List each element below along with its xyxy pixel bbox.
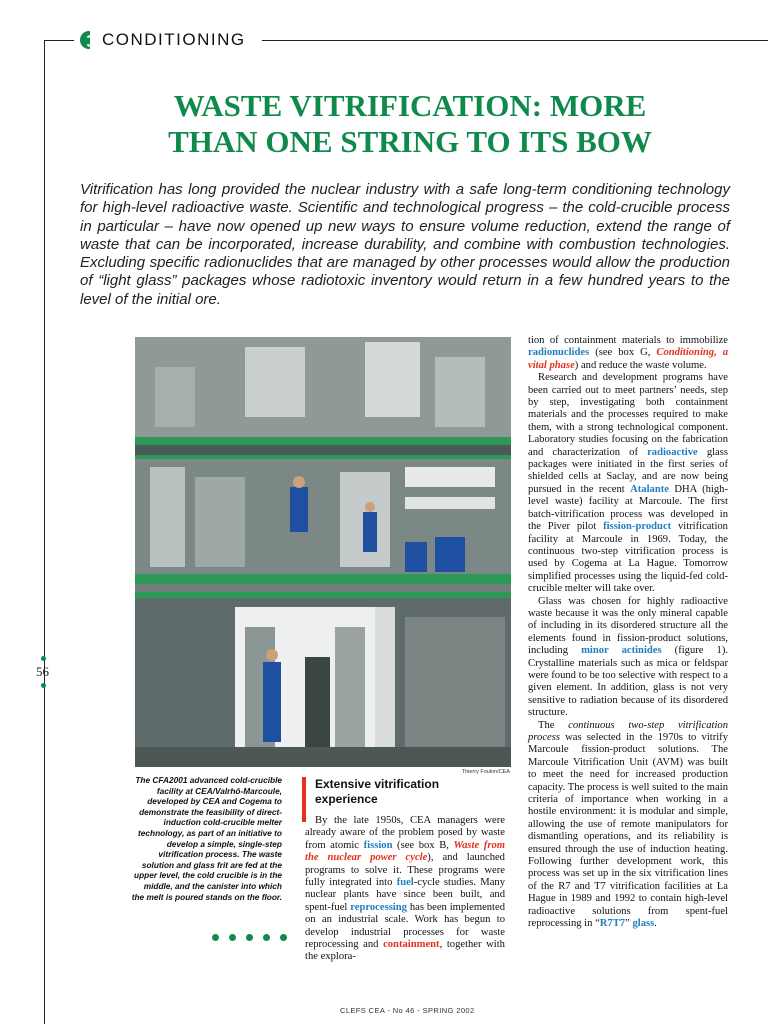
page-number: 56	[36, 664, 49, 679]
intro-paragraph: Vitrification has long provided the nuclear industry with a safe long-term conditioning technology for high-level radioactive waste. Scientific and technological progress – the cold-crucible process in particular – have now opened up new ways to ensure volume reduction, extend the range of waste that can be incorporated, increase durability, and combine with combustion technologies. Excluding specific radionuclides that are managed by other processes would allow the production of “light glass” packages whose radiotoxic inventory would return in a few hundred years to the level of the initial ore.	[80, 181, 730, 308]
keyword-link[interactable]: fuel	[396, 877, 414, 889]
box-reference-link[interactable]: Conditioning, a vital phase	[528, 347, 728, 371]
keyword-link[interactable]: fission-product	[603, 521, 672, 533]
dot-5	[280, 934, 287, 941]
dot-4	[263, 934, 270, 941]
page-number-dot-bottom	[41, 683, 46, 688]
photo-caption: The CFA2001 advanced cold-crucible facility at CEA/Valrhô-Marcoule, developed by CEA and Cogema to demonstrate the feasibility of direct-induction cold-crucible melter technology, as part of an initiative to develop a simple, single-step vitrification process. The waste solution and glass frit are fed at the upper level, the cold crucible is in the middle, and the canister into which the melt is poured stands on the floor.	[131, 775, 282, 902]
right-paragraph-2: Research and development programs have been carried out to meet partners’ needs, step by step, investigating both containment materials and the processes required to make them, with a strong technological component. Laboratory studies focusing on the fabrication and characterization of radioactive glass packages were initiated in the first series of shielded cells at Saclay, and are now being pursued in the recent Atalante DHA (high-level waste) facility at Marcoule. The first batch-vitrification process was developed in the Piver pilot fission-product vitrification facility at Marcoule in 1969. Today, the continuous two-step vitrification process is used by Cogema at La Hague. Tomorrow simplified processes using the liquid-fed cold-crucible melter will take over.	[528, 372, 728, 595]
facility-photo	[135, 337, 511, 767]
dot-3	[246, 934, 253, 941]
right-paragraph-1: tion of containment materials to immobilize radionuclides (see box G, Conditioning, a vital phase) and reduce the waste volume.	[528, 335, 728, 371]
left-rule	[44, 40, 45, 1024]
title-line-2: THAN ONE STRING TO ITS BOW	[168, 124, 652, 159]
keyword-link[interactable]: fission	[363, 839, 393, 851]
facility-photo-illustration	[135, 337, 511, 767]
middle-paragraph: By the late 1950s, CEA managers were already aware of the problem posed by waste from atomic fission (see box B, Waste from the nuclear power cycle), and launched programs to solve it. These programs were fully integrated into fuel-cycle studies. Many nuclear plants have since been built, and spent-fuel reprocessing has been implemented on an industrial scale. Work has begun to develop industrial processes for waste reprocessing and containment, together with the explora-	[305, 815, 506, 963]
keyword-link[interactable]: glass	[632, 918, 655, 930]
photo-credit: Thierry Foulon/CEA	[461, 769, 510, 775]
section-label: CONDITIONING	[90, 30, 254, 50]
box-reference-link[interactable]: Waste from the nuclear power cycle	[305, 839, 505, 864]
right-paragraph-3: Glass was chosen for highly radioactive waste because it was the only mineral capable of including in its disordered structure all the elements found in fission-product solutions, including minor actinides (figure 1). Crystalline materials such as mica or feldspar were found to be too selective with respect to a given element. In addition, glass is not very sensitive to radiation because of its disordered structure.	[528, 595, 729, 719]
decorative-dots	[212, 934, 287, 941]
keyword-link[interactable]: radioactive	[647, 446, 698, 458]
keyword-link[interactable]: containment	[383, 939, 440, 951]
keyword-link[interactable]: reprocessing	[350, 901, 407, 913]
keyword-link[interactable]: Atalante	[630, 483, 669, 495]
dot-2	[229, 934, 236, 941]
page-number-dot-top	[41, 656, 46, 661]
right-paragraph-4: The continuous two-step vitrification process was selected in the 1970s to vitrify Marcoule fission-product solutions. The Marcoule Vitrification Unit (AVM) was built to meet the need for increased production capacity. The process is well suited to the main criteria of importance when working in a hostile environment: it is modular and simple, allowing the use of remote manipulators for dismantling operations, and its reliability is ensured through the use of induction heating. Following further development work, this process was set up in the six vitrification lines of the R7 and T7 vitrification facilities at La Hague in 1989 and 1992 to contain high-level radioactive solutions from spent-fuel reprocessing in “R7T7” glass.	[528, 719, 728, 930]
title-line-1: WASTE VITRIFICATION: MORE	[173, 88, 647, 123]
right-column	[528, 335, 728, 931]
box-heading: Extensive vitrification experience	[315, 777, 440, 806]
keyword-link[interactable]: R7T7	[599, 918, 626, 930]
keyword-link[interactable]: minor actinides	[581, 645, 662, 657]
dot-1	[212, 934, 219, 941]
page-footer: CLEFS CEA - No 46 - SPRING 2002	[340, 1006, 475, 1015]
article-title	[80, 88, 740, 160]
keyword-link[interactable]: radionuclides	[528, 347, 590, 359]
middle-column	[305, 815, 505, 964]
